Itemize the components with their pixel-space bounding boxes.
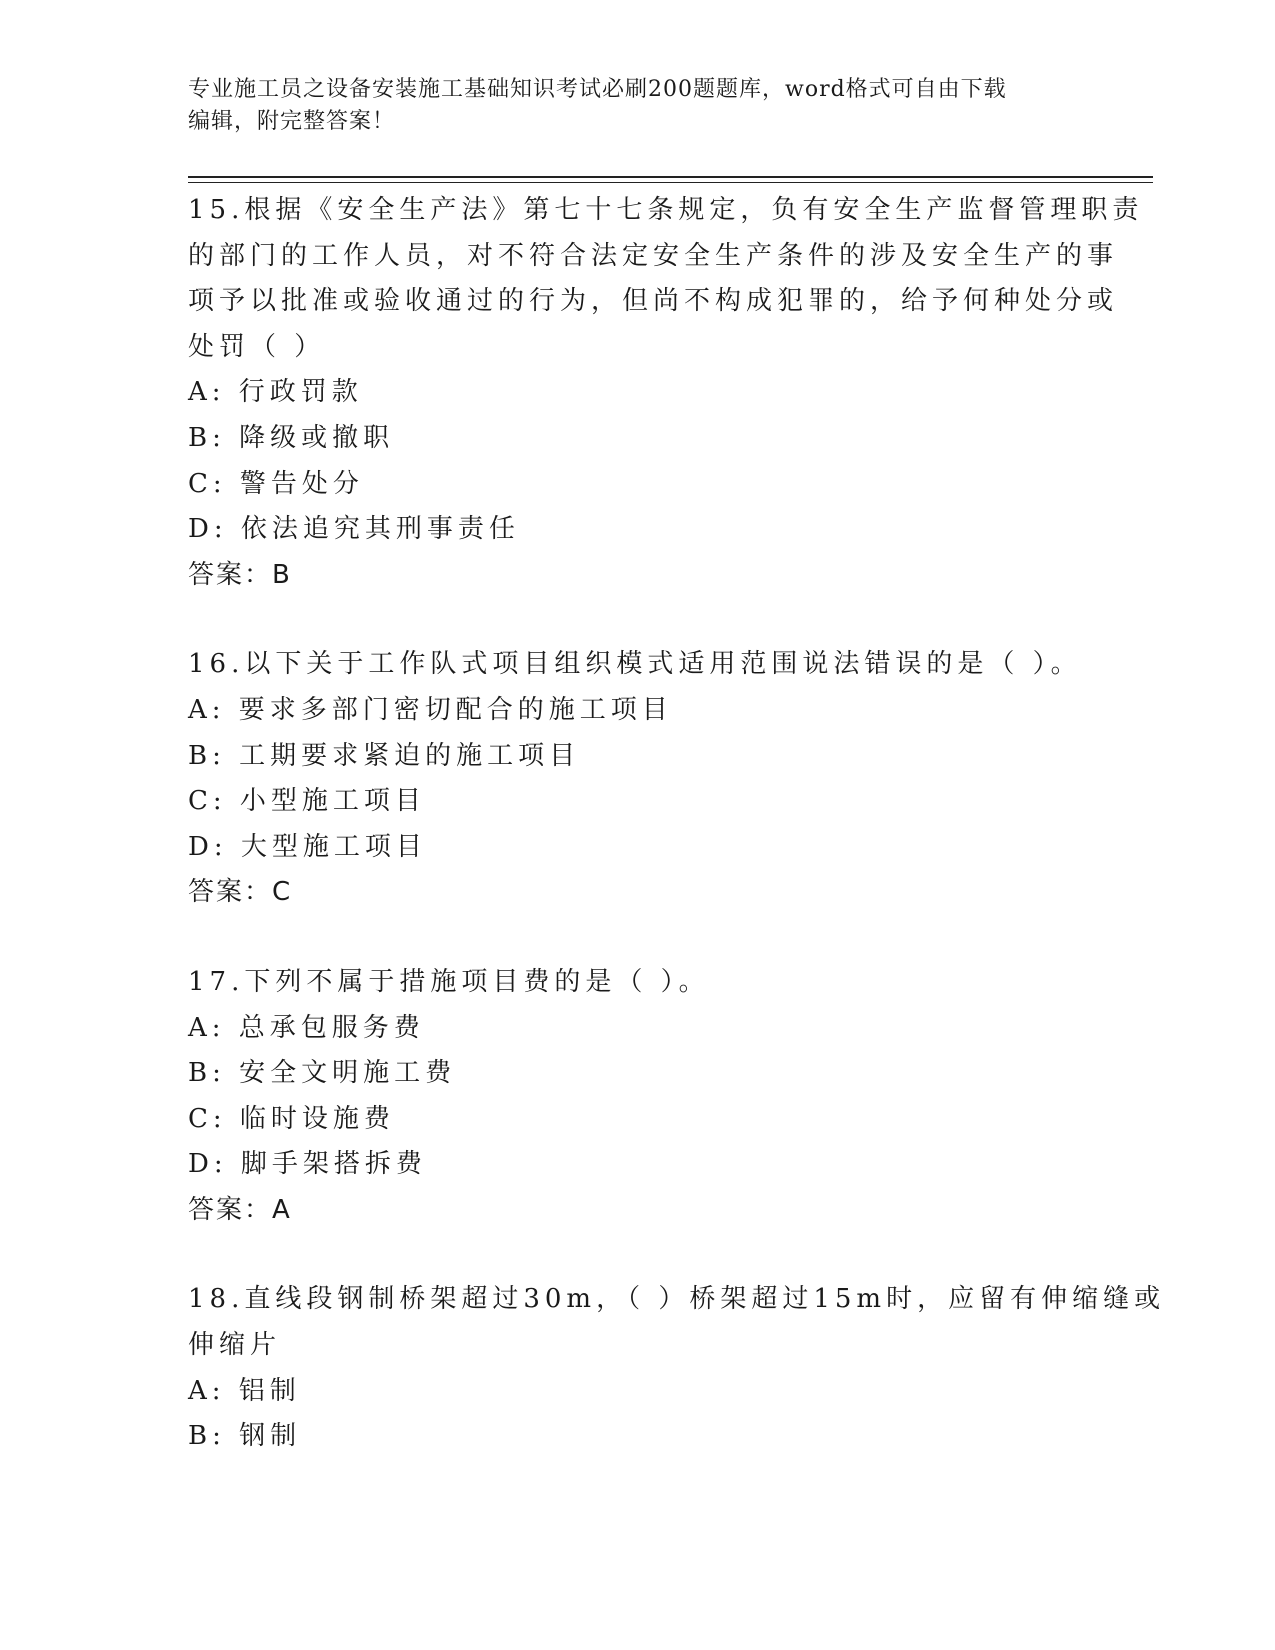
header-line: 编辑，附完整答案！	[188, 109, 396, 134]
option-a: A: 行政罚款	[188, 377, 363, 408]
option-c: C: 小型施工项目	[188, 786, 426, 817]
question-17	[188, 960, 1088, 1234]
question-stem	[188, 642, 1088, 688]
stem-line: 伸缩片	[188, 1330, 282, 1361]
option-b: B: 安全文明施工费	[188, 1058, 457, 1089]
question-15	[188, 188, 1144, 598]
question-stem	[188, 960, 1088, 1006]
option-b: B: 钢制	[188, 1421, 302, 1452]
stem-line: 16.以下关于工作队式项目组织模式适用范围说法错误的是（ ）。	[188, 649, 1082, 680]
question-18	[188, 1277, 1166, 1459]
answer: 答案：A	[188, 1194, 292, 1225]
header-line: 专业施工员之设备安装施工基础知识考试必刷200题题库，word格式可自由下载	[188, 77, 1007, 102]
stem-line: 18.直线段钢制桥架超过30m，（ ）桥架超过15m时，应留有伸缩缝或	[188, 1284, 1166, 1315]
question-stem	[188, 188, 1144, 370]
question-list	[188, 188, 1166, 1504]
option-b: B: 降级或撤职	[188, 422, 395, 453]
stem-line: 项予以批准或验收通过的行为，但尚不构成犯罪的，给予何种处分或	[188, 286, 1119, 317]
answer: 答案：C	[188, 877, 293, 908]
option-a: A: 要求多部门密切配合的施工项目	[188, 694, 673, 725]
header-divider	[188, 176, 1153, 183]
option-d: D: 依法追究其刑事责任	[188, 514, 520, 545]
stem-line: 17.下列不属于措施项目费的是（ ）。	[188, 966, 710, 997]
stem-line: 15.根据《安全生产法》第七十七条规定，负有安全生产监督管理职责	[188, 195, 1144, 225]
option-a: A: 总承包服务费	[188, 1012, 425, 1043]
question-stem	[188, 1277, 1166, 1368]
stem-line: 的部门的工作人员，对不符合法定安全生产条件的涉及安全生产的事	[188, 240, 1119, 271]
question-16	[188, 642, 1088, 916]
option-c: C: 临时设施费	[188, 1103, 395, 1134]
option-d: D: 大型施工项目	[188, 831, 427, 862]
answer: 答案：B	[188, 559, 292, 590]
option-a: A: 铝制	[188, 1375, 301, 1406]
option-b: B: 工期要求紧迫的施工项目	[188, 740, 581, 771]
stem-line: 处罚（ ）	[188, 331, 326, 362]
document-header	[188, 74, 1088, 138]
option-d: D: 脚手架搭拆费	[188, 1149, 427, 1180]
option-c: C: 警告处分	[188, 468, 364, 499]
